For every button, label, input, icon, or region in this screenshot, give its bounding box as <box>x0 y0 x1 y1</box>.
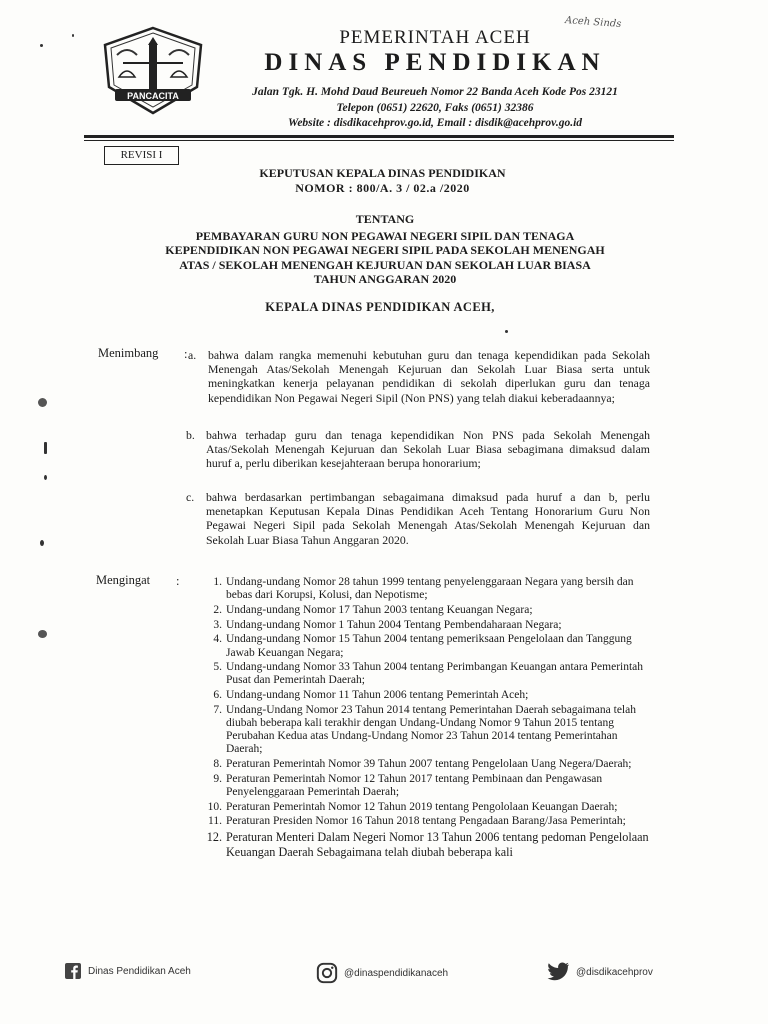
scan-speck <box>40 540 44 546</box>
legal-basis-item: 2. Undang-undang Nomor 17 Tahun 2003 tentang Keuangan Negara; <box>213 603 533 616</box>
item-text: bahwa terhadap guru dan tenaga kependidikan Non PNS pada Sekolah Menengah Atas/Sekolah Menengah Kejuruan dan Sekolah Luar Biasa sebagimana dimaksud dalam huruf a, perlu diberikan kesejahteraan berupa honorarium; <box>206 428 650 471</box>
subject-line: TAHUN ANGGARAN 2020 <box>313 272 457 286</box>
mengingat-colon: : <box>176 574 180 588</box>
government-name: PEMERINTAH ACEH <box>339 27 531 48</box>
facebook-label: Dinas Pendidikan Aceh <box>88 965 191 977</box>
letterhead-rule-thin <box>84 140 674 141</box>
scan-speck <box>505 330 508 333</box>
subject-heading: TENTANG <box>355 212 415 226</box>
mengingat-label: Mengingat <box>96 573 151 587</box>
item-text: bahwa berdasarkan pertimbangan sebagaimana dimaksud pada huruf a dan b, perlu menetapkan Keputusan Kepala Dinas Pendidikan Aceh Tentang Honorarium Guru Non Pegawai Negeri Sipil pada Sekolah Menengah Atas/Sekolah Menengah Kejuruan dan Sekolah Luar Biasa Tahun Anggaran 2020. <box>206 490 650 547</box>
scan-speck <box>38 630 47 638</box>
revision-box: REVISI I <box>104 146 179 165</box>
issuer-heading: KEPALA DINAS PENDIDIKAN ACEH, <box>265 300 495 314</box>
letterhead-rule <box>84 135 674 138</box>
subject-block <box>130 212 640 287</box>
twitter-label: @disdikacehprov <box>576 966 653 978</box>
decree-number: NOMOR : 800/A. 3 / 02.a /2020 <box>295 181 470 195</box>
scan-speck <box>38 398 47 407</box>
scan-speck <box>40 44 43 47</box>
consideration-item-a <box>188 348 650 405</box>
document-footer <box>0 958 768 988</box>
address-line: Jalan Tgk. H. Mohd Daud Beureueh Nomor 22 Banda Aceh Kode Pos 23121 <box>252 86 618 98</box>
twitter-bird-icon <box>546 962 570 982</box>
consideration-item-b <box>186 428 650 471</box>
letterhead-contact <box>210 85 660 132</box>
phone-line: Telepon (0651) 22620, Faks (0651) 32386 <box>336 101 534 114</box>
item-letter: a. <box>188 348 197 362</box>
footer-facebook[interactable] <box>64 962 191 980</box>
item-letter: b. <box>186 428 195 442</box>
subject-line: KEPENDIDIKAN NON PEGAWAI NEGERI SIPIL PADA SEKOLAH MENENGAH <box>165 243 605 257</box>
legal-basis-item: 8. Peraturan Pemerintah Nomor 39 Tahun 2007 tentang Pengelolaan Uang Negera/Daerah; <box>213 758 632 771</box>
instagram-label: @dinaspendidikanaceh <box>344 967 449 979</box>
legal-basis-item: 3. Undang-undang Nomor 1 Tahun 2004 Tentang Pembendaharaan Negara; <box>213 618 562 631</box>
legal-basis-item: 6. Undang-undang Nomor 11 Tahun 2006 tentang Pemerintah Aceh; <box>213 689 529 702</box>
instagram-icon <box>316 962 338 984</box>
menimbang-colon: : <box>184 347 188 361</box>
item-letter: c. <box>186 490 195 504</box>
menimbang-label: Menimbang <box>98 346 159 360</box>
legal-basis-item: 10. Peraturan Pemerintah Nomor 12 Tahun 2019 tentang Pengololaan Keuangan Daerah; <box>207 800 618 813</box>
legal-basis-item: 11. Peraturan Presiden Nomor 16 Tahun 2018 tentang Pengadaan Barang/Jasa Pemerintah; <box>208 815 626 828</box>
legal-basis-item: 5. Undang-undang Nomor 33 Tahun 2004 tentang Perimbangan Keuangan antara Pemerintah Pusat dan Pemerintah Daerah; <box>213 661 644 687</box>
item-text: bahwa dalam rangka memenuhi kebutuhan guru dan tenaga kependidikan pada Sekolah Menengah Atas/Sekolah Menengah Kejuruan dan Sekolah Luar Biasa serta untuk meningkatkan kenerja pelayanan pendidikan di sekolah diperlukan guru dan tenaga kependidikan Non Pegawai Negeri Sipil (Non PNS) yang telah diakui keberadaannya; <box>208 348 650 405</box>
decree-title: KEPUTUSAN KEPALA DINAS PENDIDIKAN <box>259 166 506 180</box>
scan-speck <box>72 34 74 37</box>
scan-speck <box>44 475 47 480</box>
decree-heading <box>210 166 555 196</box>
consideration-item-c <box>186 490 650 547</box>
legal-basis-item: 9. Peraturan Pemerintah Nomor 12 Tahun 2017 tentang Pembinaan dan Pengawasan Penyelenggaraan Pemerintah Daerah; <box>213 772 603 799</box>
facebook-icon <box>64 962 82 980</box>
legal-basis-item: 7. Undang-Undang Nomor 23 Tahun 2014 tentang Pemerintahan Daerah sebagaimana telah diubah beberapa kali terakhir dengan Undang-Undang Nomor 9 Tahun 2015 tentang Perubahan Kedua atas Undang-Undang Nomor 23 Tahun 2014 tentang Pemerintahan Daerah; <box>213 703 636 756</box>
subject-line: PEMBAYARAN GURU NON PEGAWAI NEGERI SIPIL DAN TENAGA <box>195 228 575 243</box>
legal-basis-item: 4. Undang-undang Nomor 15 Tahun 2004 tentang pemeriksaan Pengelolaan dan Tanggung Jawab Keuangan Negara; <box>213 633 632 659</box>
logo-text: PANCACITA <box>127 91 179 101</box>
web-email-line: Website : disdikacehprov.go.id, Email : disdik@acehprov.go.id <box>287 117 583 129</box>
office-name: DINAS PENDIDIKAN <box>264 49 606 76</box>
subject-line: ATAS / SEKOLAH MENENGAH KEJURUAN DAN SEKOLAH LUAR BIASA <box>179 257 591 272</box>
aceh-emblem-logo <box>97 25 209 117</box>
legal-basis-list <box>200 576 650 862</box>
legal-basis-item: 12. Peraturan Menteri Dalam Negeri Nomor 13 Tahun 2006 tentang pedoman Pengelolaan Keuangan Daerah Sebagaimana telah diubah beberapa kali <box>206 830 649 860</box>
scan-speck <box>44 442 47 454</box>
footer-instagram[interactable] <box>316 962 448 984</box>
legal-basis-item: 1. Undang-undang Nomor 28 tahun 1999 tentang penyelenggaraan Negara yang bersih dan bebas dari Korupsi, Kolusi, dan Nepotisme; <box>213 576 634 602</box>
handwritten-note: Aceh Sinds <box>564 15 622 30</box>
footer-twitter[interactable] <box>546 962 653 982</box>
